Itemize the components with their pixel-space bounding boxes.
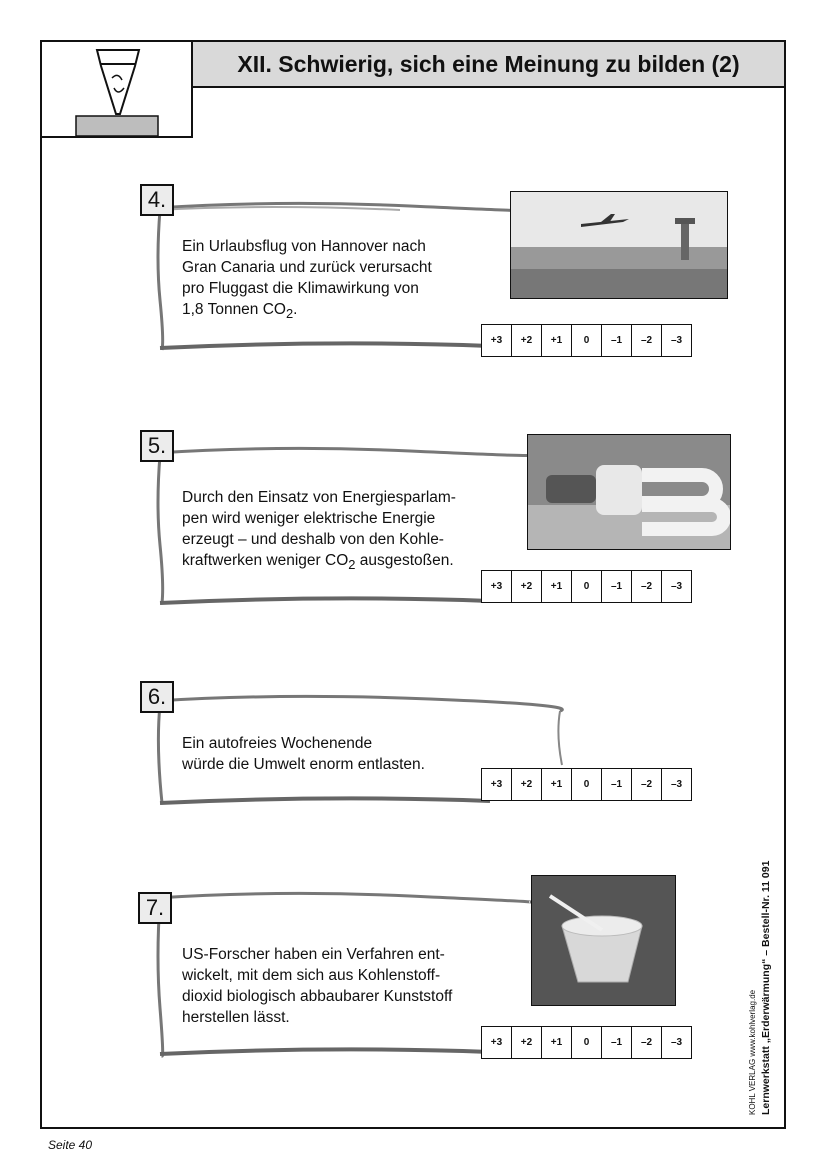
statement-number: 5. bbox=[140, 430, 174, 462]
rating-plus-1[interactable]: +1 bbox=[542, 325, 572, 356]
rating-plus-3[interactable]: +3 bbox=[482, 325, 512, 356]
rating-minus-3[interactable]: –3 bbox=[670, 779, 683, 790]
rating-0[interactable]: 0 bbox=[572, 769, 602, 800]
statement-number: 4. bbox=[140, 184, 174, 216]
rating-plus-1[interactable]: +1 bbox=[542, 571, 572, 602]
rating-minus-2[interactable]: –2 bbox=[632, 1027, 662, 1058]
energy-saving-bulb-photo bbox=[527, 434, 731, 550]
rating-plus-1[interactable]: +1 bbox=[542, 1027, 572, 1058]
statement-number: 6. bbox=[140, 681, 174, 713]
statement-card-4 bbox=[130, 180, 730, 360]
rating-minus-1[interactable]: –1 bbox=[602, 571, 632, 602]
rating-plus-3[interactable]: +3 bbox=[482, 769, 512, 800]
logo-box bbox=[40, 40, 193, 138]
rating-0[interactable]: 0 bbox=[572, 325, 602, 356]
statement-card-7 bbox=[130, 868, 730, 1068]
rating-scale[interactable] bbox=[481, 324, 692, 357]
rating-minus-1[interactable]: –1 bbox=[602, 1027, 632, 1058]
rating-scale[interactable] bbox=[481, 768, 692, 801]
publisher-info: KOHL VERLAG www.kohlverlag.de bbox=[748, 989, 757, 1115]
rating-0[interactable]: 0 bbox=[572, 1027, 602, 1058]
rating-plus-2[interactable]: +2 bbox=[512, 769, 542, 800]
rating-plus-2[interactable]: +2 bbox=[512, 571, 542, 602]
rating-minus-3[interactable]: –3 bbox=[670, 581, 683, 592]
statement-text: Durch den Einsatz von Energiesparlam- pen wird weniger elektrische Energie erzeugt – und deshalb von den Kohle- kraftwerken weniger $CO_2$ ausgestoßen. bbox=[182, 489, 456, 573]
rating-plus-2[interactable]: +2 bbox=[512, 325, 542, 356]
order-info: Lernwerkstatt „Erderwärmung“ – Bestell-Nr. 11 091 bbox=[760, 860, 772, 1115]
rating-minus-2[interactable]: –2 bbox=[632, 769, 662, 800]
rating-plus-2[interactable]: +2 bbox=[512, 1027, 542, 1058]
airport-photo bbox=[510, 191, 728, 299]
rating-minus-1[interactable]: –1 bbox=[602, 769, 632, 800]
rating-minus-1[interactable]: –1 bbox=[602, 325, 632, 356]
page-number: Seite 40 bbox=[48, 1138, 93, 1152]
rating-scale[interactable] bbox=[481, 1026, 692, 1059]
rating-plus-1[interactable]: +1 bbox=[542, 769, 572, 800]
statement-card-5 bbox=[130, 425, 730, 615]
rating-0[interactable]: 0 bbox=[572, 571, 602, 602]
rating-plus-3[interactable]: +3 bbox=[482, 1027, 512, 1058]
rating-scale[interactable] bbox=[481, 570, 692, 603]
rating-minus-2[interactable]: –2 bbox=[632, 325, 662, 356]
bioplastic-cup-photo bbox=[531, 875, 676, 1006]
statement-text: Ein autofreies Wochenende würde die Umwelt enorm entlasten. bbox=[182, 735, 425, 773]
statement-number: 7. bbox=[138, 892, 172, 924]
statement-card-6 bbox=[130, 675, 730, 815]
rating-minus-2[interactable]: –2 bbox=[632, 571, 662, 602]
rating-plus-3[interactable]: +3 bbox=[482, 571, 512, 602]
statement-text: Ein Urlaubsflug von Hannover nach Gran Canaria und zurück verursacht pro Fluggast die Klimawirkung von 1,8 Tonnen $CO_2$. bbox=[182, 238, 432, 322]
statement-text: US-Forscher haben ein Verfahren ent- wickelt, mit dem sich aus Kohlenstoff- dioxid biologisch abbaubarer Kunststoff herstellen lässt. bbox=[182, 946, 453, 1026]
beaker-icon bbox=[42, 42, 191, 136]
rating-minus-3[interactable]: –3 bbox=[670, 335, 683, 346]
page-title: XII. Schwierig, sich eine Meinung zu bilden (2) bbox=[191, 40, 786, 88]
rating-minus-3[interactable]: –3 bbox=[670, 1037, 683, 1048]
